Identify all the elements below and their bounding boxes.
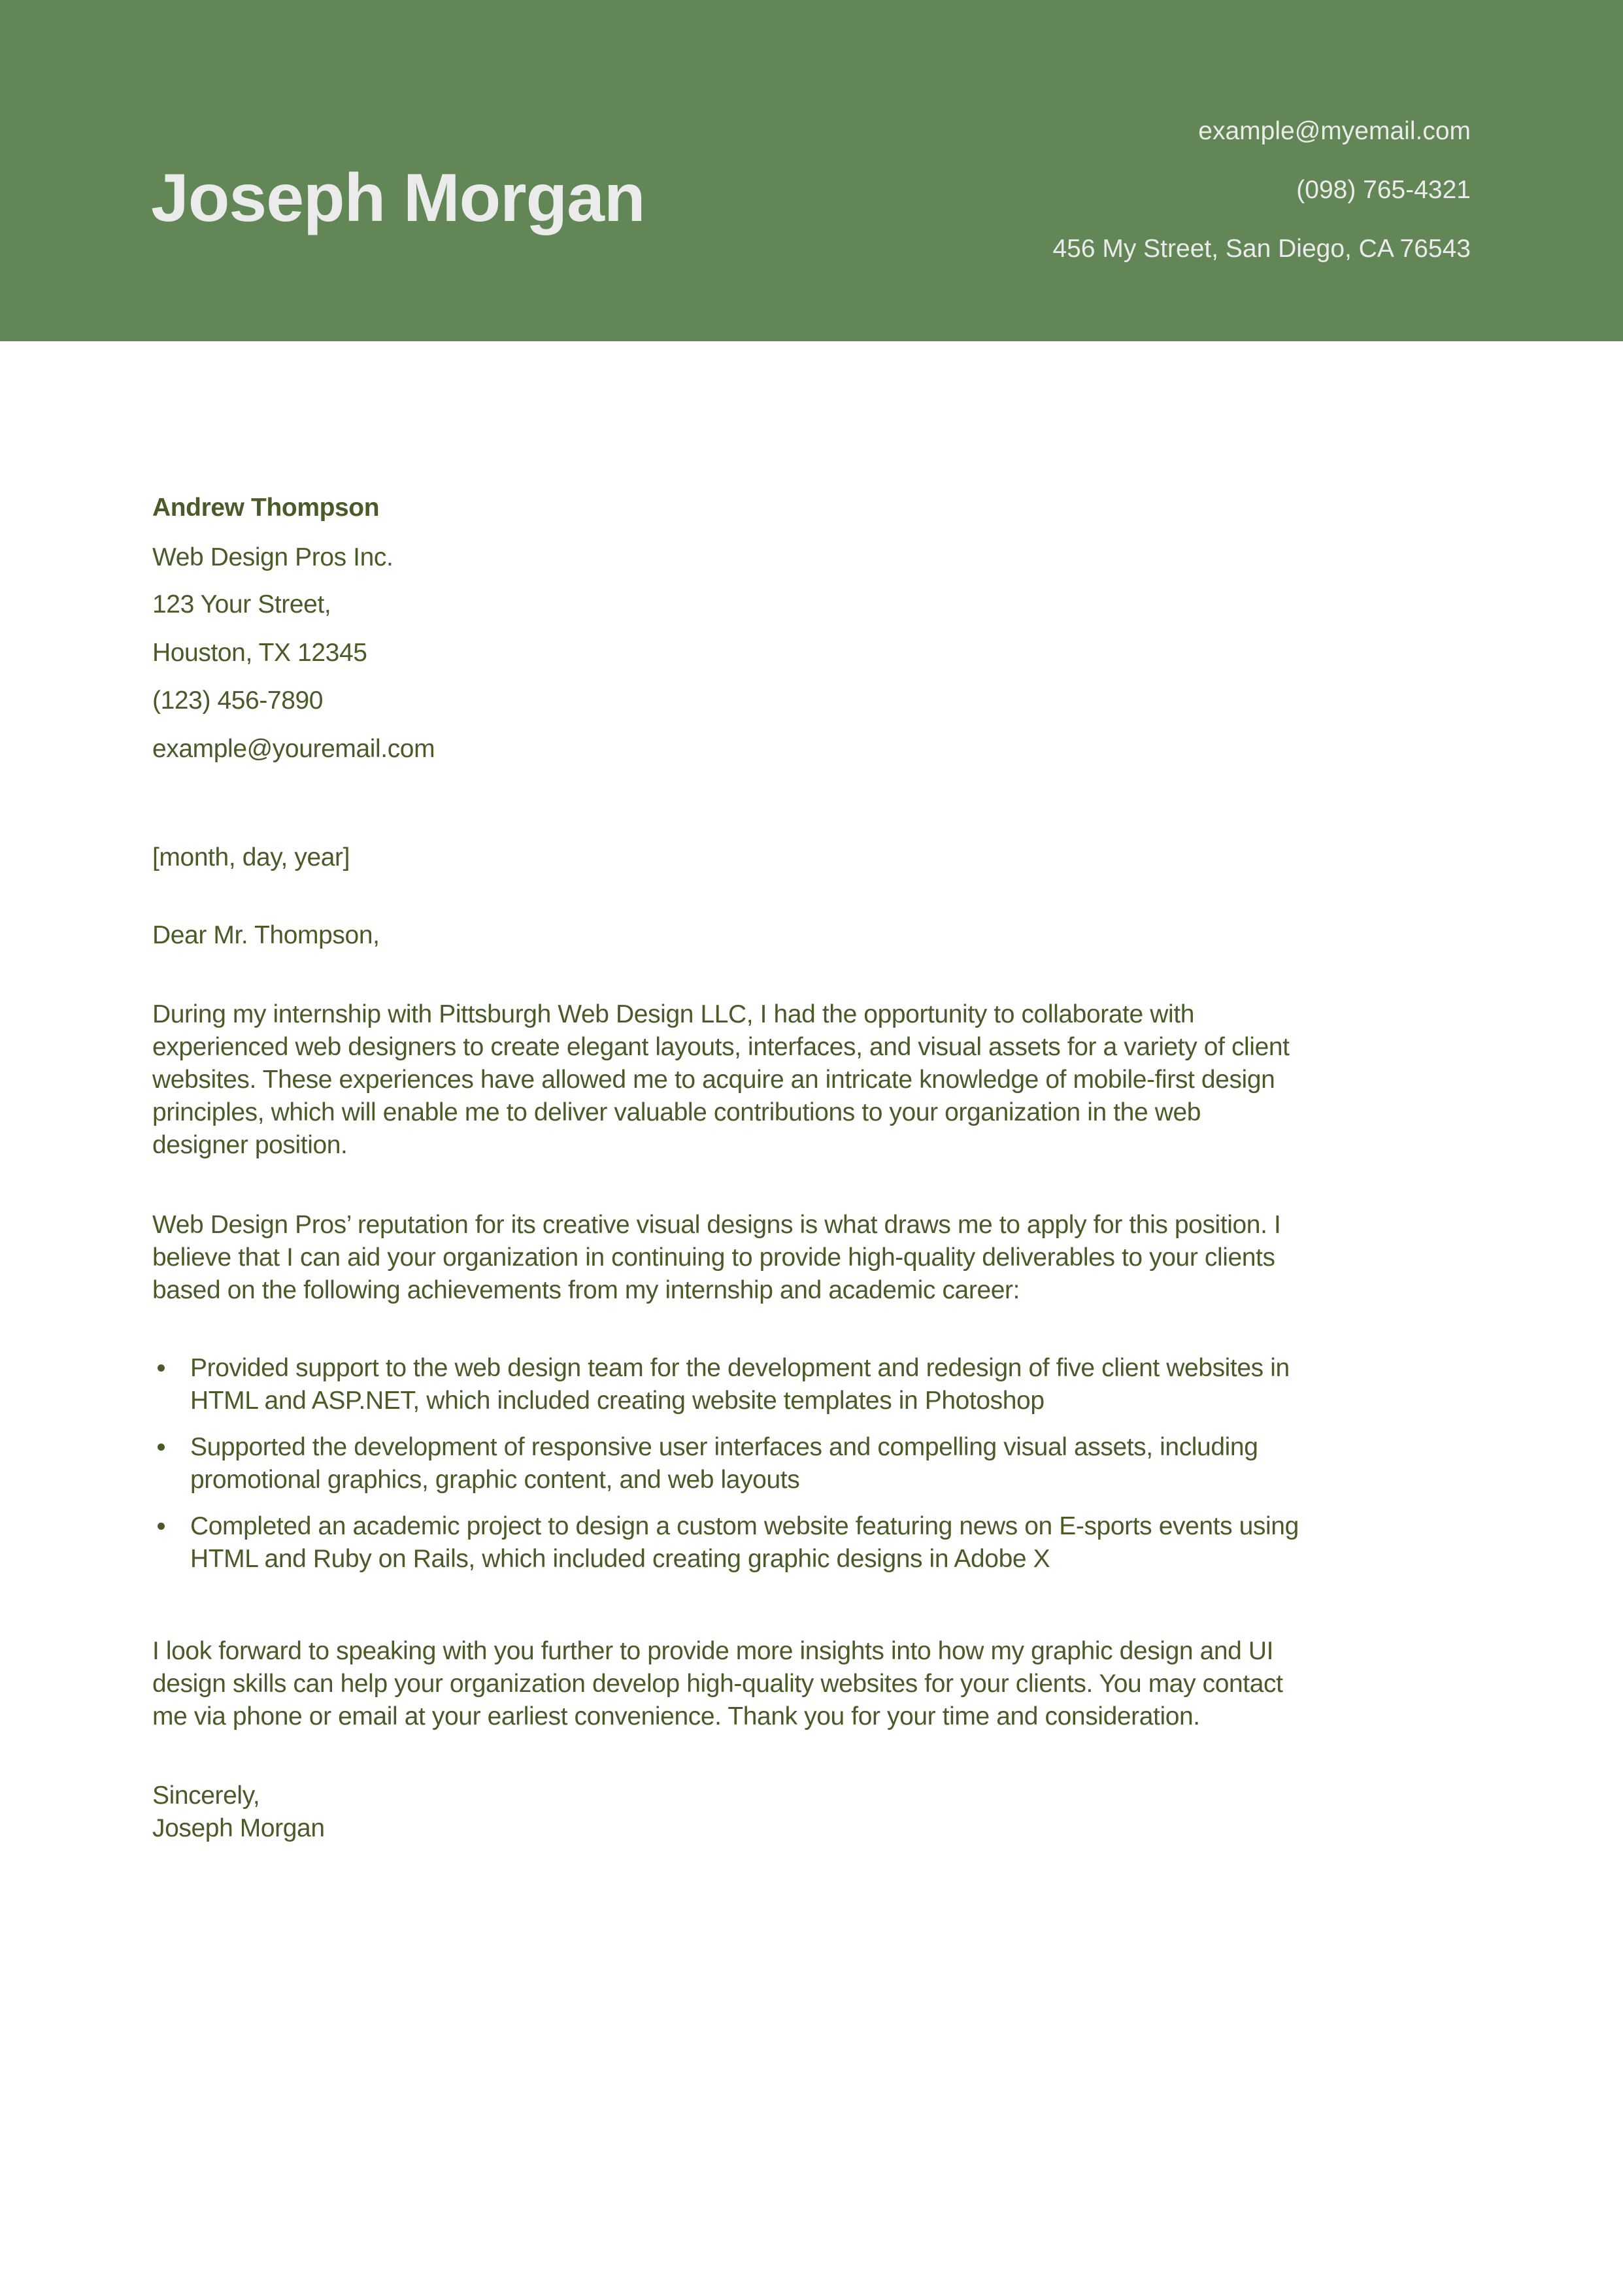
paragraph-line: I look forward to speaking with you further to provide more insights into how my graphic design and UI <box>152 1637 1274 1665</box>
paragraph-line: principles, which will enable me to deliver valuable contributions to your organization in the web <box>152 1098 1201 1126</box>
bullet-line: HTML and ASP.NET, which included creating website templates in Photoshop <box>190 1387 1045 1415</box>
bullet-icon <box>158 1364 165 1372</box>
paragraph-line: based on the following achievements from my internship and academic career: <box>152 1276 1020 1304</box>
signature: Joseph Morgan <box>152 1814 325 1842</box>
bullet-line: Provided support to the web design team for the development and redesign of five client websites in <box>190 1354 1290 1382</box>
recipient-name: Andrew Thompson <box>152 494 380 522</box>
paragraph-line: Web Design Pros’ reputation for its creative visual designs is what draws me to apply for this position. I <box>152 1211 1281 1239</box>
recipient-city: Houston, TX 12345 <box>152 639 367 667</box>
recipient-street: 123 Your Street, <box>152 590 331 618</box>
sender-address: 456 My Street, San Diego, CA 76543 <box>1052 235 1471 263</box>
paragraph-line: design skills can help your organization develop high-quality websites for your clients. You may contact <box>152 1670 1283 1698</box>
bullet-line: promotional graphics, graphic content, and web layouts <box>190 1466 800 1494</box>
bullet-line: Completed an academic project to design a custom website featuring news on E-sports events using <box>190 1512 1299 1540</box>
sender-phone: (098) 765-4321 <box>1296 176 1471 204</box>
paragraph-line: believe that I can aid your organization in continuing to provide high-quality deliverables to your clients <box>152 1243 1275 1272</box>
closing: Sincerely, <box>152 1781 260 1810</box>
paragraph-line: me via phone or email at your earliest convenience. Thank you for your time and consideration. <box>152 1702 1200 1730</box>
paragraph-intro <box>152 998 1290 1162</box>
recipient-email: example@youremail.com <box>152 735 435 763</box>
paragraph-line: designer position. <box>152 1131 348 1159</box>
sender-name: Joseph Morgan <box>151 160 645 236</box>
paragraph-line: During my internship with Pittsburgh Web Design LLC, I had the opportunity to collaborate with <box>152 1000 1195 1028</box>
recipient-company: Web Design Pros Inc. <box>152 543 393 571</box>
bullet-icon <box>158 1443 165 1451</box>
bullet-line: Supported the development of responsive user interfaces and compelling visual assets, including <box>190 1433 1258 1461</box>
paragraph-motivation <box>152 1209 1280 1307</box>
letter-date: [month, day, year] <box>152 843 350 871</box>
bullet-icon <box>158 1523 165 1530</box>
paragraph-line: experienced web designers to create elegant layouts, interfaces, and visual assets for a variety of client <box>152 1033 1290 1061</box>
salutation: Dear Mr. Thompson, <box>152 921 380 949</box>
recipient-phone: (123) 456-7890 <box>152 686 324 715</box>
header-banner <box>0 0 1623 341</box>
bullet-line: HTML and Ruby on Rails, which included creating graphic designs in Adobe X <box>190 1545 1050 1573</box>
paragraph-closing <box>152 1635 1283 1733</box>
paragraph-line: websites. These experiences have allowed me to acquire an intricate knowledge of mobile-first design <box>152 1066 1275 1094</box>
sender-email: example@myemail.com <box>1198 117 1471 145</box>
